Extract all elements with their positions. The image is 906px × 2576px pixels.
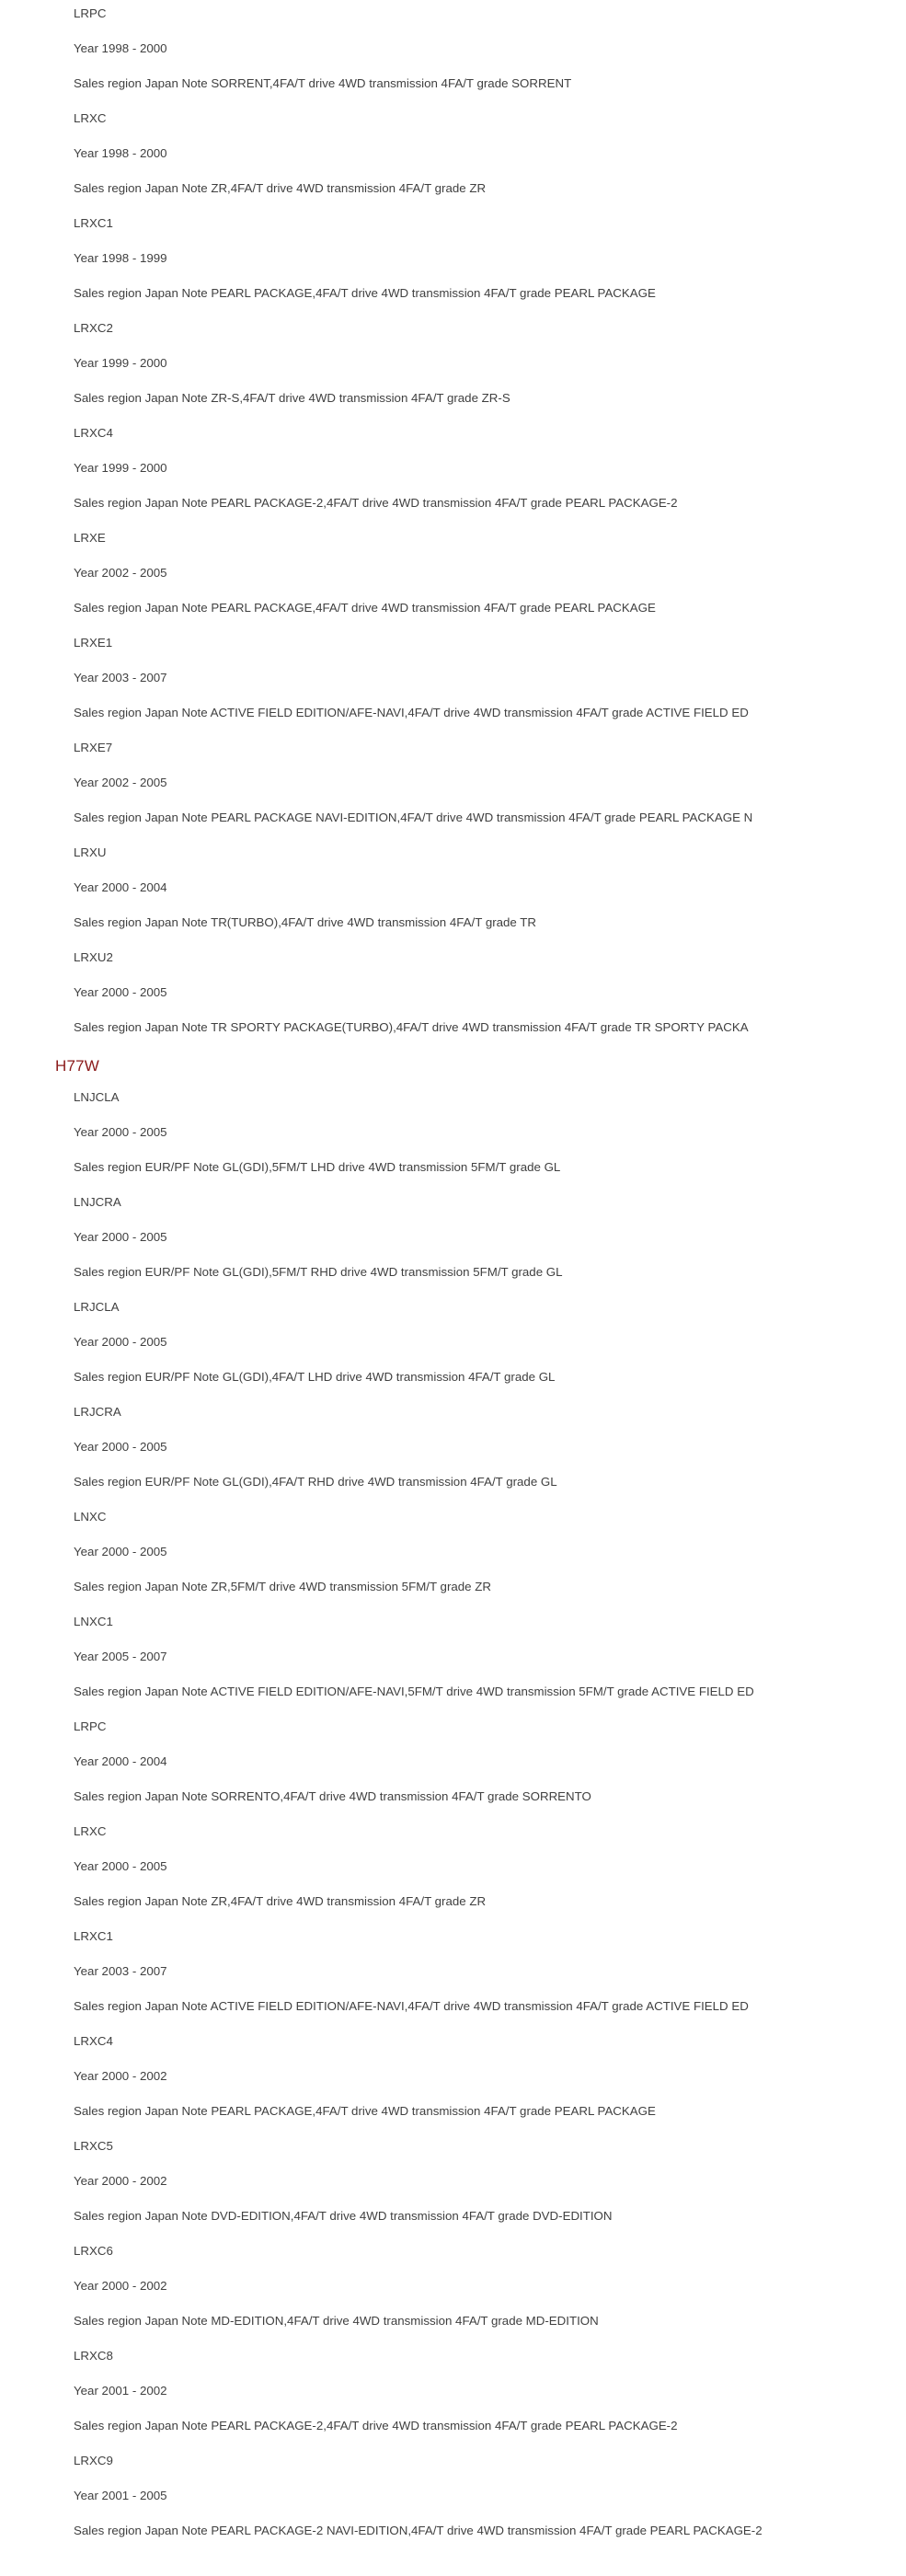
entry-code: LRXC4	[74, 426, 113, 440]
entry-code: LRPC	[74, 6, 107, 20]
model-group	[0, 1049, 906, 2552]
catalog-entry	[0, 2447, 906, 2552]
catalog-entry	[0, 1608, 906, 1713]
entry-details: Sales region EUR/PF Note GL(GDI),4FA/T RHD drive 4WD transmission 4FA/T grade GL	[74, 1475, 557, 1489]
entry-details: Sales region Japan Note PEARL PACKAGE,4FA/T drive 4WD transmission 4FA/T grade PEARL PACKAGE	[74, 2104, 656, 2118]
model-code-heading: H77W	[55, 1057, 100, 1075]
catalog-entry	[0, 1713, 906, 1818]
entry-year: Year 2005 - 2007	[74, 1650, 167, 1663]
catalog-entry	[0, 1398, 906, 1503]
entry-year: Year 2003 - 2007	[74, 671, 167, 684]
entry-details: Sales region Japan Note ZR-S,4FA/T drive 4WD transmission 4FA/T grade ZR-S	[74, 391, 510, 405]
entry-year: Year 2000 - 2005	[74, 1859, 167, 1873]
entry-details: Sales region Japan Note PEARL PACKAGE,4FA/T drive 4WD transmission 4FA/T grade PEARL PACKAGE	[74, 286, 656, 300]
entry-year: Year 2000 - 2005	[74, 1545, 167, 1558]
entry-year: Year 2000 - 2002	[74, 2069, 167, 2083]
entry-code: LRXC	[74, 111, 107, 125]
entry-details: Sales region Japan Note MD-EDITION,4FA/T drive 4WD transmission 4FA/T grade MD-EDITION	[74, 2314, 599, 2328]
catalog-entry	[0, 839, 906, 944]
entry-details: Sales region Japan Note ACTIVE FIELD EDITION/AFE-NAVI,4FA/T drive 4WD transmission 4FA/T grade ACTIVE FIELD ED	[74, 706, 749, 719]
catalog-entry	[0, 1503, 906, 1608]
entry-details: Sales region Japan Note ZR,4FA/T drive 4WD transmission 4FA/T grade ZR	[74, 181, 487, 195]
entry-details: Sales region EUR/PF Note GL(GDI),5FM/T LHD drive 4WD transmission 5FM/T grade GL	[74, 1160, 561, 1174]
catalog-entry	[0, 1189, 906, 1294]
entry-code: LRJCLA	[74, 1300, 120, 1314]
entry-code: LRXC6	[74, 2244, 113, 2258]
entry-details: Sales region Japan Note PEARL PACKAGE,4FA/T drive 4WD transmission 4FA/T grade PEARL PACKAGE	[74, 601, 656, 615]
model-group	[0, 0, 906, 1049]
entry-year: Year 2001 - 2005	[74, 2489, 167, 2502]
entry-year: Year 1998 - 2000	[74, 146, 167, 160]
entry-code: LRXC5	[74, 2139, 113, 2153]
entry-code: LRJCRA	[74, 1405, 121, 1419]
catalog-entry	[0, 0, 906, 105]
entry-year: Year 2003 - 2007	[74, 1964, 167, 1978]
entry-list	[0, 0, 906, 1049]
entry-code: LRXE	[74, 531, 106, 545]
entry-year: Year 1998 - 1999	[74, 251, 167, 265]
catalog-entry	[0, 210, 906, 315]
entry-details: Sales region Japan Note SORRENTO,4FA/T drive 4WD transmission 4FA/T grade SORRENTO	[74, 1789, 591, 1803]
catalog-entry	[0, 1923, 906, 2028]
entry-year: Year 1999 - 2000	[74, 461, 167, 475]
catalog-entry	[0, 2342, 906, 2447]
entry-year: Year 2002 - 2005	[74, 566, 167, 580]
entry-year: Year 1998 - 2000	[74, 41, 167, 55]
entry-details: Sales region Japan Note ACTIVE FIELD EDITION/AFE-NAVI,5FM/T drive 4WD transmission 5FM/T grade ACTIVE FIELD ED	[74, 1685, 754, 1698]
catalog-entry	[0, 2133, 906, 2237]
entry-year: Year 2002 - 2005	[74, 776, 167, 789]
entry-code: LNJCLA	[74, 1090, 120, 1104]
entry-code: LNXC1	[74, 1615, 113, 1628]
entry-code: LRXC2	[74, 321, 113, 335]
entry-code: LRPC	[74, 1719, 107, 1733]
catalog-entry	[0, 629, 906, 734]
entry-code: LRXC	[74, 1824, 107, 1838]
entry-details: Sales region EUR/PF Note GL(GDI),5FM/T RHD drive 4WD transmission 5FM/T grade GL	[74, 1265, 563, 1279]
entry-year: Year 2000 - 2004	[74, 1754, 167, 1768]
entry-details: Sales region Japan Note PEARL PACKAGE-2,4FA/T drive 4WD transmission 4FA/T grade PEARL PACKAGE-2	[74, 496, 678, 510]
entry-code: LRXC1	[74, 1929, 113, 1943]
entry-details: Sales region Japan Note ZR,4FA/T drive 4WD transmission 4FA/T grade ZR	[74, 1894, 487, 1908]
entry-year: Year 2000 - 2002	[74, 2279, 167, 2293]
entry-year: Year 2000 - 2002	[74, 2174, 167, 2188]
entry-details: Sales region Japan Note PEARL PACKAGE NAVI-EDITION,4FA/T drive 4WD transmission 4FA/T grade PEARL PACKAGE N	[74, 811, 753, 824]
entry-details: Sales region Japan Note PEARL PACKAGE-2 NAVI-EDITION,4FA/T drive 4WD transmission 4FA/T grade PEARL PACKAGE-2	[74, 2524, 763, 2537]
catalog-entry	[0, 734, 906, 839]
catalog-entry	[0, 524, 906, 629]
entry-year: Year 2000 - 2005	[74, 1230, 167, 1244]
entry-details: Sales region EUR/PF Note GL(GDI),4FA/T LHD drive 4WD transmission 4FA/T grade GL	[74, 1370, 556, 1384]
entry-code: LRXC9	[74, 2454, 113, 2467]
entry-year: Year 2000 - 2004	[74, 880, 167, 894]
entry-list	[0, 1084, 906, 2552]
catalog-entry	[0, 1294, 906, 1398]
entry-details: Sales region Japan Note TR SPORTY PACKAGE(TURBO),4FA/T drive 4WD transmission 4FA/T grade TR SPORTY PACKA	[74, 1020, 749, 1034]
catalog-entry	[0, 105, 906, 210]
entry-details: Sales region Japan Note TR(TURBO),4FA/T drive 4WD transmission 4FA/T grade TR	[74, 915, 537, 929]
catalog-entry	[0, 420, 906, 524]
entry-code: LRXU	[74, 845, 107, 859]
entry-code: LRXE7	[74, 741, 113, 754]
entry-code: LNXC	[74, 1510, 107, 1524]
entry-code: LNJCRA	[74, 1195, 121, 1209]
entry-details: Sales region Japan Note ZR,5FM/T drive 4WD transmission 5FM/T grade ZR	[74, 1580, 491, 1593]
entry-code: LRXC8	[74, 2349, 113, 2363]
catalog-entry	[0, 1818, 906, 1923]
entry-code: LRXC1	[74, 216, 113, 230]
entry-year: Year 2000 - 2005	[74, 1335, 167, 1349]
entry-year: Year 2000 - 2005	[74, 1440, 167, 1454]
entry-details: Sales region Japan Note DVD-EDITION,4FA/T drive 4WD transmission 4FA/T grade DVD-EDITION	[74, 2209, 613, 2223]
catalog-entry	[0, 2237, 906, 2342]
entry-year: Year 2000 - 2005	[74, 1125, 167, 1139]
catalog-entry	[0, 944, 906, 1049]
entry-year: Year 1999 - 2000	[74, 356, 167, 370]
entry-code: LRXE1	[74, 636, 113, 650]
entry-details: Sales region Japan Note ACTIVE FIELD EDITION/AFE-NAVI,4FA/T drive 4WD transmission 4FA/T grade ACTIVE FIELD ED	[74, 1999, 749, 2013]
entry-details: Sales region Japan Note PEARL PACKAGE-2,4FA/T drive 4WD transmission 4FA/T grade PEARL PACKAGE-2	[74, 2419, 678, 2432]
catalog-entry	[0, 1084, 906, 1189]
entry-code: LRXU2	[74, 950, 113, 964]
entry-details: Sales region Japan Note SORRENT,4FA/T drive 4WD transmission 4FA/T grade SORRENT	[74, 76, 572, 90]
entry-code: LRXC4	[74, 2034, 113, 2048]
entry-year: Year 2000 - 2005	[74, 985, 167, 999]
catalog-entry	[0, 315, 906, 420]
entry-year: Year 2001 - 2002	[74, 2384, 167, 2398]
catalog-entry	[0, 2028, 906, 2133]
